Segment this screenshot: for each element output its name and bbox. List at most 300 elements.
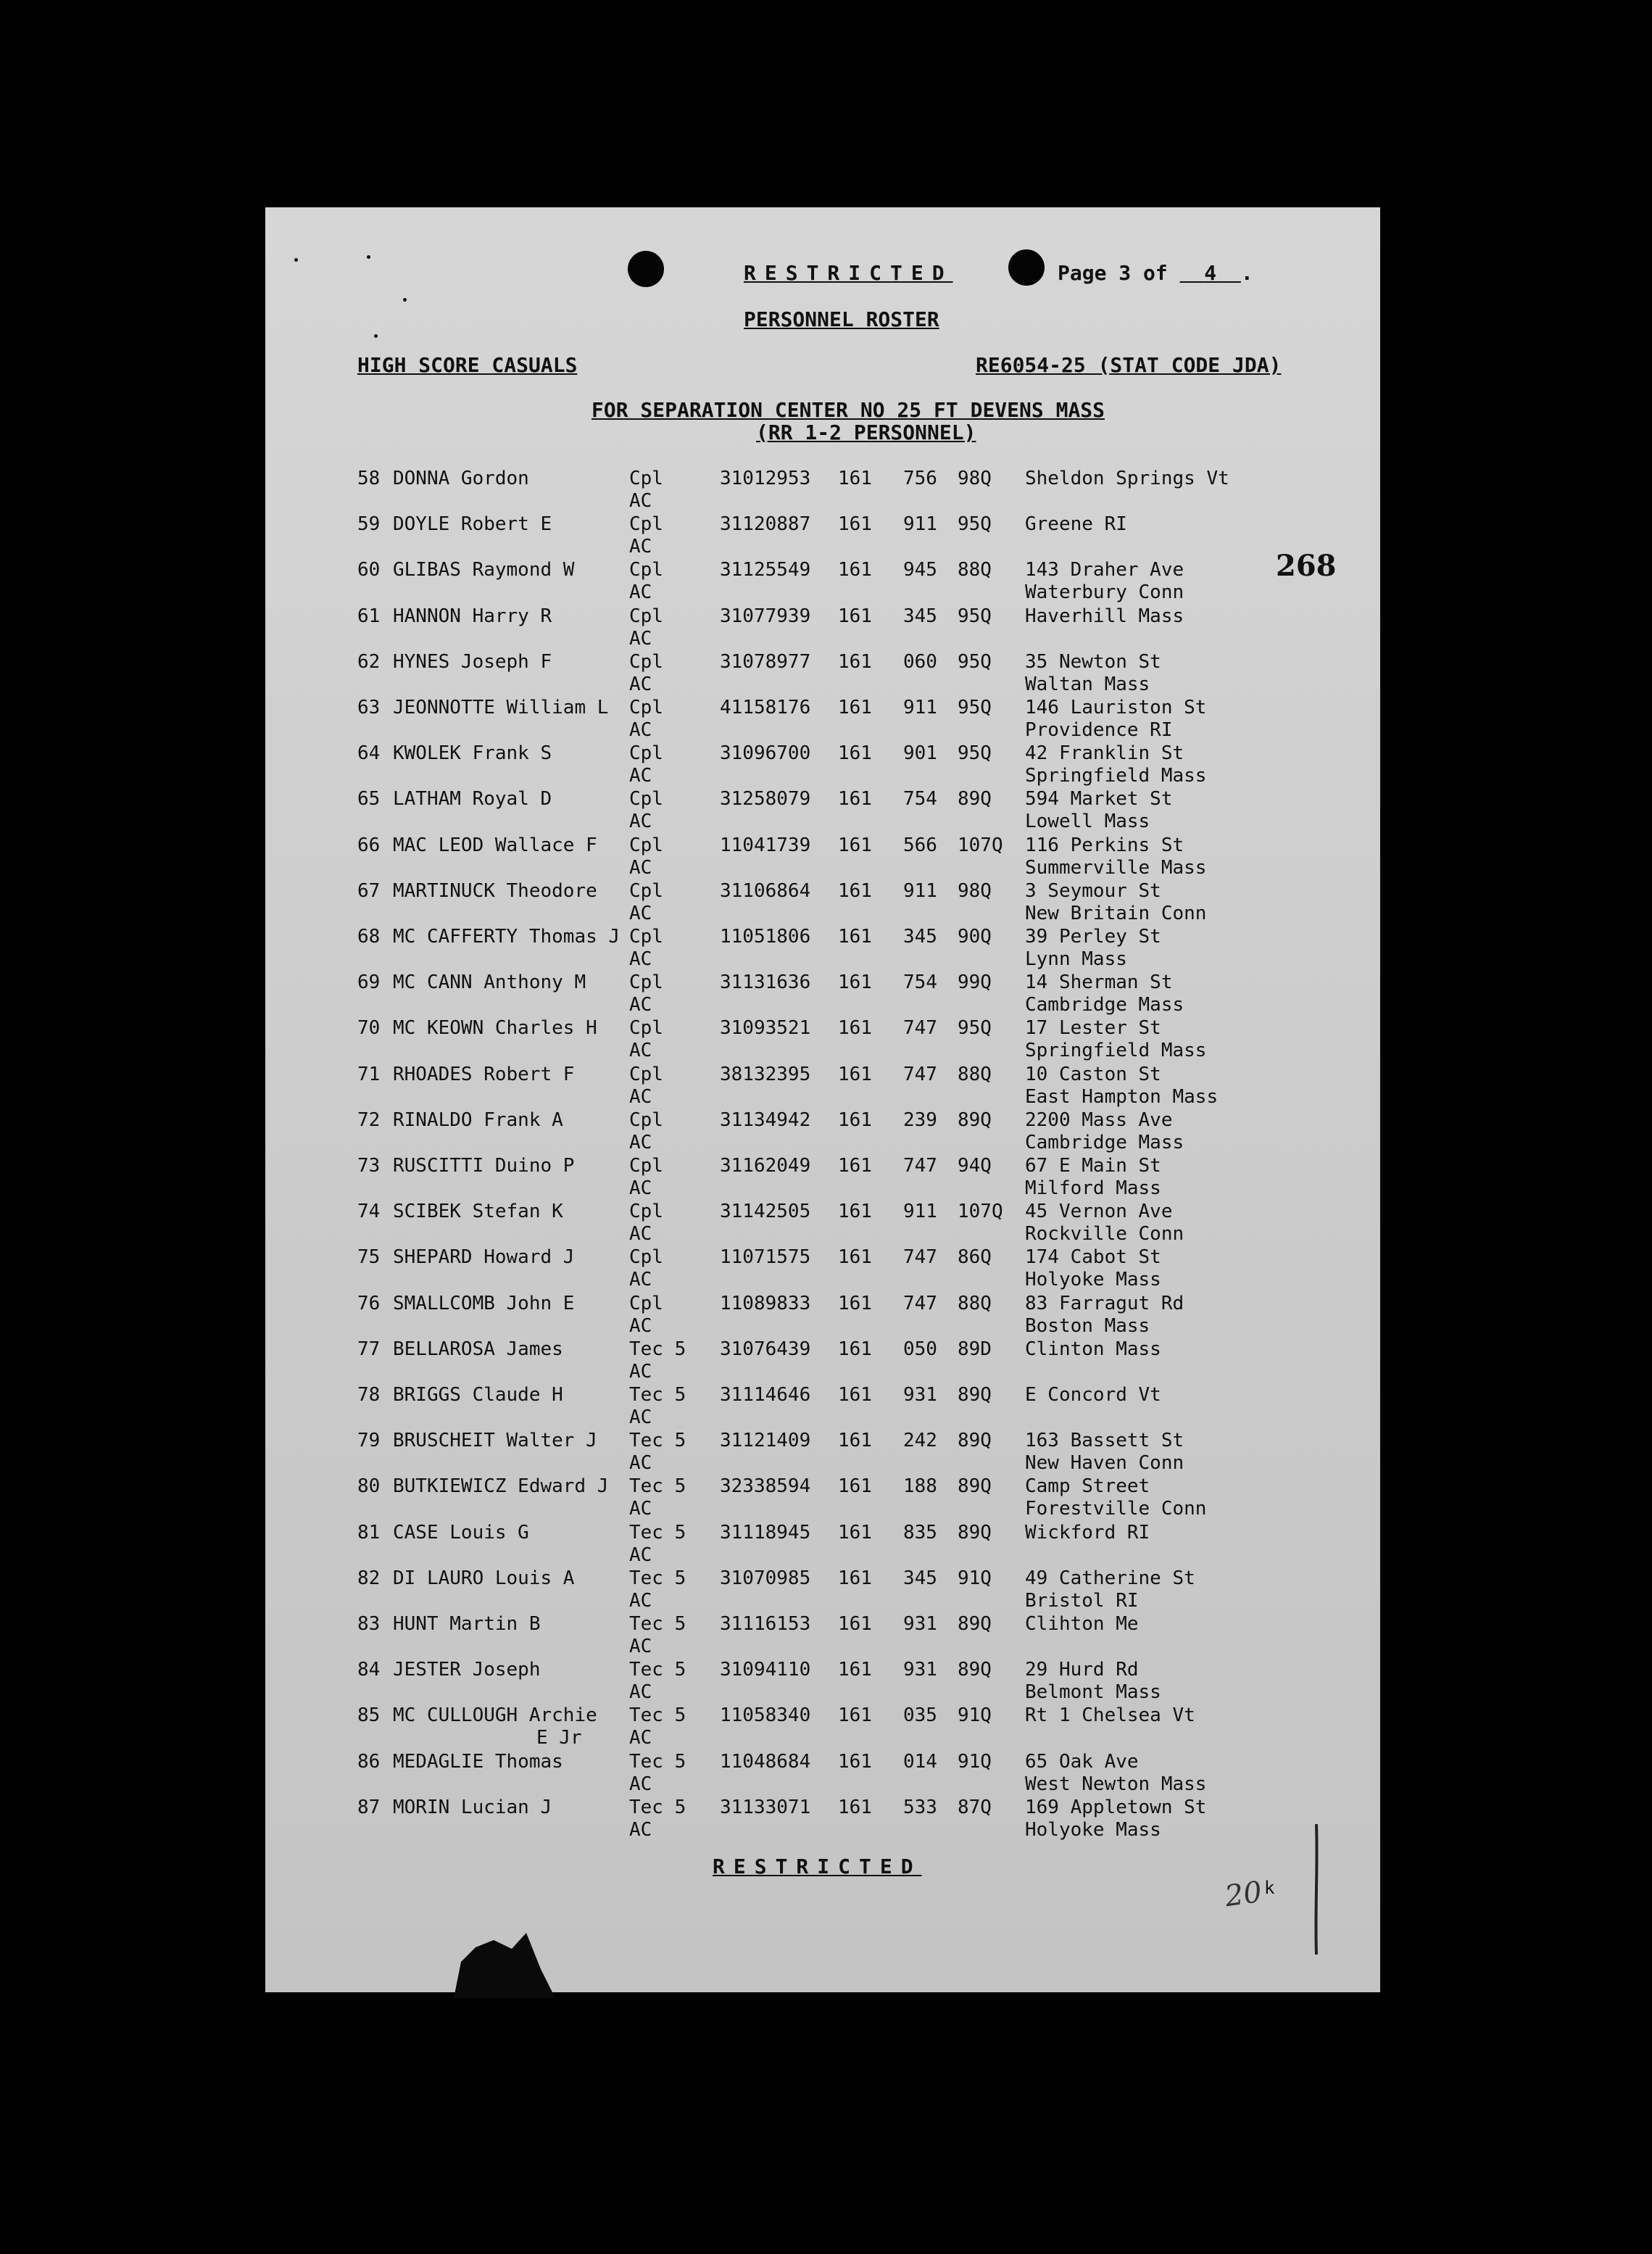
- branch: AC: [629, 948, 652, 970]
- serial-number: 31077939: [720, 605, 811, 627]
- code-b: 242: [903, 1430, 937, 1452]
- code-c: 88Q: [958, 559, 992, 581]
- branch: AC: [629, 1589, 652, 1612]
- speck: [403, 298, 407, 302]
- code-c: 99Q: [958, 971, 992, 994]
- code-a: 161: [838, 1750, 872, 1773]
- table-row: [265, 1109, 1380, 1154]
- branch: AC: [629, 627, 652, 650]
- branch: AC: [629, 1544, 652, 1566]
- code-c: 98Q: [958, 468, 992, 489]
- rank: Cpl: [629, 559, 663, 581]
- address-line-2: Holyoke Mass: [1025, 1818, 1161, 1841]
- rank: Tec 5: [629, 1430, 686, 1452]
- table-row: [265, 1613, 1380, 1658]
- code-b: 747: [903, 1292, 937, 1314]
- entry-number: 67: [357, 879, 381, 902]
- serial-number: 31106864: [720, 879, 811, 902]
- rank: Cpl: [629, 1292, 663, 1314]
- entry-number: 78: [357, 1384, 381, 1406]
- address-line-2: Waterbury Conn: [1025, 581, 1184, 604]
- rank: Tec 5: [629, 1475, 686, 1498]
- classification-footer: RESTRICTED: [713, 1855, 922, 1878]
- branch: AC: [629, 1406, 652, 1428]
- code-a: 161: [838, 1796, 872, 1818]
- code-a: 161: [838, 1017, 872, 1040]
- serial-number: 31094110: [720, 1659, 811, 1681]
- speck: [294, 258, 298, 262]
- address-line-1: 163 Bassett St: [1025, 1430, 1184, 1452]
- serial-number: 11089833: [720, 1292, 811, 1314]
- code-a: 161: [838, 468, 872, 489]
- serial-number: 31120887: [720, 513, 811, 536]
- code-c: 98Q: [958, 879, 992, 902]
- address-line-1: Wickford RI: [1025, 1521, 1150, 1544]
- address-line-2: Springfield Mass: [1025, 765, 1207, 787]
- paper-tear: [454, 1918, 555, 1998]
- soldier-name: MC CANN Anthony M: [393, 971, 586, 994]
- table-row: [265, 1155, 1380, 1200]
- table-row: [265, 1475, 1380, 1520]
- rank: Cpl: [629, 650, 663, 673]
- code-b: 239: [903, 1109, 937, 1131]
- entry-number: 68: [357, 926, 381, 948]
- code-a: 161: [838, 1704, 872, 1727]
- table-row: [265, 1522, 1380, 1567]
- rank: Cpl: [629, 971, 663, 994]
- code-a: 161: [838, 513, 872, 536]
- branch: AC: [629, 536, 652, 558]
- serial-number: 41158176: [720, 697, 811, 718]
- code-c: 87Q: [958, 1796, 992, 1818]
- rank: Cpl: [629, 1017, 663, 1040]
- address-line-2: Milford Mass: [1025, 1177, 1161, 1199]
- rank: Cpl: [629, 697, 663, 718]
- code-b: 911: [903, 1201, 937, 1223]
- code-b: 756: [903, 468, 937, 489]
- soldier-name-suffix: E Jr: [536, 1727, 582, 1749]
- table-row: [265, 1384, 1380, 1429]
- branch: AC: [629, 902, 652, 924]
- unit-name: HIGH SCORE CASUALS: [357, 353, 578, 377]
- branch: AC: [629, 719, 652, 741]
- entry-number: 72: [357, 1109, 381, 1131]
- branch: AC: [629, 1269, 652, 1291]
- table-row: [265, 651, 1380, 696]
- soldier-name: MORIN Lucian J: [393, 1796, 552, 1818]
- branch: AC: [629, 1085, 652, 1108]
- code-a: 161: [838, 1384, 872, 1406]
- address-line-2: West Newton Mass: [1025, 1773, 1207, 1795]
- page-label: Page 3 of: [1058, 261, 1168, 285]
- address-line-1: 2200 Mass Ave: [1025, 1109, 1173, 1131]
- serial-number: 38132395: [720, 1063, 811, 1085]
- code-b: 035: [903, 1704, 937, 1727]
- entry-number: 69: [357, 971, 381, 994]
- address-line-1: 67 E Main St: [1025, 1155, 1161, 1177]
- code-c: 95Q: [958, 513, 992, 536]
- address-line-1: Haverhill Mass: [1025, 605, 1184, 627]
- rank: Cpl: [629, 1246, 663, 1269]
- entry-number: 82: [357, 1567, 381, 1589]
- soldier-name: RUSCITTI Duino P: [393, 1155, 575, 1177]
- address-line-1: 39 Perley St: [1025, 926, 1161, 948]
- code-c: 91Q: [958, 1750, 992, 1773]
- address-line-1: 35 Newton St: [1025, 650, 1161, 673]
- soldier-name: CASE Louis G: [393, 1521, 529, 1544]
- code-b: 931: [903, 1613, 937, 1635]
- branch: AC: [629, 1498, 652, 1520]
- address-line-1: Clinton Mass: [1025, 1338, 1161, 1360]
- code-b: 345: [903, 926, 937, 948]
- address-line-1: 14 Sherman St: [1025, 971, 1173, 994]
- code-b: 747: [903, 1017, 937, 1040]
- soldier-name: BUTKIEWICZ Edward J: [393, 1475, 609, 1498]
- soldier-name: MAC LEOD Wallace F: [393, 834, 597, 856]
- address-line-2: Cambridge Mass: [1025, 1131, 1184, 1153]
- address-line-1: Rt 1 Chelsea Vt: [1025, 1704, 1195, 1727]
- soldier-name: HANNON Harry R: [393, 605, 552, 627]
- address-line-2: Providence RI: [1025, 719, 1173, 741]
- address-line-1: 10 Caston St: [1025, 1063, 1161, 1085]
- code-b: 911: [903, 879, 937, 902]
- serial-number: 11051806: [720, 926, 811, 948]
- code-c: 95Q: [958, 1017, 992, 1040]
- entry-number: 80: [357, 1475, 381, 1498]
- serial-number: 31142505: [720, 1201, 811, 1223]
- address-line-1: 169 Appletown St: [1025, 1796, 1207, 1818]
- punch-hole: [1008, 249, 1045, 286]
- roster-page: [265, 207, 1380, 1992]
- code-c: 95Q: [958, 697, 992, 718]
- code-c: 89Q: [958, 788, 992, 811]
- soldier-name: HUNT Martin B: [393, 1613, 541, 1635]
- entry-number: 63: [357, 697, 381, 718]
- entry-number: 76: [357, 1292, 381, 1314]
- rank: Cpl: [629, 788, 663, 811]
- branch: AC: [629, 1636, 652, 1657]
- entry-number: 62: [357, 650, 381, 673]
- table-row: [265, 468, 1380, 513]
- soldier-name: SCIBEK Stefan K: [393, 1201, 563, 1223]
- rank: Cpl: [629, 1109, 663, 1131]
- code-c: 89Q: [958, 1659, 992, 1681]
- table-row: [265, 1751, 1380, 1796]
- address-line-2: Summerville Mass: [1025, 856, 1207, 879]
- rank: Tec 5: [629, 1750, 686, 1773]
- code-a: 161: [838, 742, 872, 765]
- entry-number: 84: [357, 1659, 381, 1681]
- code-a: 161: [838, 1246, 872, 1269]
- branch: AC: [629, 1818, 652, 1841]
- serial-number: 31133071: [720, 1796, 811, 1818]
- soldier-name: SMALLCOMB John E: [393, 1292, 575, 1314]
- personnel-subtitle: (RR 1-2 PERSONNEL): [756, 420, 976, 444]
- table-row: [265, 1338, 1380, 1383]
- soldier-name: LATHAM Royal D: [393, 788, 552, 811]
- rank: Cpl: [629, 879, 663, 902]
- serial-number: 31093521: [720, 1017, 811, 1040]
- entry-number: 73: [357, 1155, 381, 1177]
- rank: Cpl: [629, 513, 663, 536]
- soldier-name: SHEPARD Howard J: [393, 1246, 575, 1269]
- soldier-name: MC CULLOUGH Archie: [393, 1704, 597, 1727]
- speck: [374, 334, 378, 338]
- table-row: [265, 788, 1380, 833]
- code-b: 835: [903, 1521, 937, 1544]
- serial-number: 31116153: [720, 1613, 811, 1635]
- soldier-name: DONNA Gordon: [393, 468, 529, 489]
- entry-number: 75: [357, 1246, 381, 1269]
- address-line-1: 146 Lauriston St: [1025, 697, 1207, 718]
- code-c: 95Q: [958, 742, 992, 765]
- soldier-name: BELLAROSA James: [393, 1338, 563, 1360]
- table-row: [265, 559, 1380, 604]
- stamped-page-number: 268: [1276, 549, 1337, 583]
- serial-number: 11041739: [720, 834, 811, 856]
- serial-number: 31118945: [720, 1521, 811, 1544]
- address-line-2: Lynn Mass: [1025, 948, 1127, 970]
- code-b: 911: [903, 513, 937, 536]
- address-line-2: Forestville Conn: [1025, 1498, 1207, 1520]
- branch: AC: [629, 1360, 652, 1383]
- rank: Cpl: [629, 926, 663, 948]
- branch: AC: [629, 673, 652, 695]
- table-row: [265, 513, 1380, 558]
- code-c: 89D: [958, 1338, 992, 1360]
- code-b: 747: [903, 1155, 937, 1177]
- address-line-2: Rockville Conn: [1025, 1223, 1184, 1246]
- table-row: [265, 742, 1380, 787]
- entry-number: 74: [357, 1201, 381, 1223]
- soldier-name: BRIGGS Claude H: [393, 1384, 563, 1406]
- serial-number: 31258079: [720, 788, 811, 811]
- rank: Tec 5: [629, 1521, 686, 1544]
- table-row: [265, 1659, 1380, 1704]
- code-c: 88Q: [958, 1063, 992, 1085]
- address-line-1: 116 Perkins St: [1025, 834, 1184, 856]
- address-line-1: Camp Street: [1025, 1475, 1150, 1498]
- code-c: 94Q: [958, 1155, 992, 1177]
- address-line-1: 49 Catherine St: [1025, 1567, 1195, 1589]
- serial-number: 32338594: [720, 1475, 811, 1498]
- branch: AC: [629, 1727, 652, 1749]
- serial-number: 31096700: [720, 742, 811, 765]
- address-line-1: 83 Farragut Rd: [1025, 1292, 1184, 1314]
- address-line-1: Clihton Me: [1025, 1613, 1139, 1635]
- punch-hole: [628, 251, 664, 287]
- code-a: 161: [838, 1292, 872, 1314]
- branch: AC: [629, 994, 652, 1016]
- branch: AC: [629, 856, 652, 879]
- rank: Tec 5: [629, 1796, 686, 1818]
- code-a: 161: [838, 1613, 872, 1635]
- rank: Cpl: [629, 1063, 663, 1085]
- address-line-1: 3 Seymour St: [1025, 879, 1161, 902]
- entry-number: 60: [357, 559, 381, 581]
- serial-number: 31125549: [720, 559, 811, 581]
- branch: AC: [629, 1681, 652, 1704]
- address-line-2: Waltan Mass: [1025, 673, 1150, 695]
- code-b: 911: [903, 697, 937, 718]
- address-line-2: Bristol RI: [1025, 1589, 1139, 1612]
- soldier-name: JEONNOTTE William L: [393, 697, 609, 718]
- serial-number: 31162049: [720, 1155, 811, 1177]
- code-b: 747: [903, 1063, 937, 1085]
- branch: AC: [629, 581, 652, 604]
- serial-number: 31114646: [720, 1384, 811, 1406]
- serial-number: 11071575: [720, 1246, 811, 1269]
- code-a: 161: [838, 1430, 872, 1452]
- stat-code: RE6054-25 (STAT CODE JDA): [976, 353, 1282, 377]
- code-a: 161: [838, 605, 872, 627]
- entry-number: 65: [357, 788, 381, 811]
- soldier-name: MC CAFFERTY Thomas J: [393, 926, 620, 948]
- code-a: 161: [838, 788, 872, 811]
- table-row: [265, 1064, 1380, 1109]
- classification-header: RESTRICTED: [744, 261, 953, 285]
- code-a: 161: [838, 697, 872, 718]
- soldier-name: GLIBAS Raymond W: [393, 559, 575, 581]
- table-row: [265, 880, 1380, 925]
- table-row: [265, 1567, 1380, 1612]
- entry-number: 66: [357, 834, 381, 856]
- rank: Cpl: [629, 1201, 663, 1223]
- address-line-2: Lowell Mass: [1025, 811, 1150, 833]
- page-indicator: Page 3 of 4 .: [1058, 261, 1253, 285]
- code-b: 060: [903, 650, 937, 673]
- address-line-2: Belmont Mass: [1025, 1681, 1161, 1704]
- code-a: 161: [838, 650, 872, 673]
- branch: AC: [629, 1177, 652, 1199]
- rank: Tec 5: [629, 1659, 686, 1681]
- serial-number: 31121409: [720, 1430, 811, 1452]
- serial-number: 31131636: [720, 971, 811, 994]
- table-row: [265, 697, 1380, 742]
- soldier-name: MEDAGLIE Thomas: [393, 1750, 563, 1773]
- entry-number: 85: [357, 1704, 381, 1727]
- destination-line: FOR SEPARATION CENTER NO 25 FT DEVENS MASS: [592, 398, 1105, 422]
- address-line-1: 45 Vernon Ave: [1025, 1201, 1173, 1223]
- code-a: 161: [838, 1521, 872, 1544]
- code-b: 931: [903, 1659, 937, 1681]
- address-line-2: Springfield Mass: [1025, 1040, 1207, 1062]
- soldier-name: RINALDO Frank A: [393, 1109, 563, 1131]
- branch: AC: [629, 1223, 652, 1246]
- address-line-1: Sheldon Springs Vt: [1025, 468, 1229, 489]
- rank: Tec 5: [629, 1384, 686, 1406]
- branch: AC: [629, 1452, 652, 1475]
- code-a: 161: [838, 1338, 872, 1360]
- code-a: 161: [838, 926, 872, 948]
- address-line-2: Boston Mass: [1025, 1314, 1150, 1337]
- code-a: 161: [838, 1201, 872, 1223]
- code-b: 345: [903, 1567, 937, 1589]
- document-title: PERSONNEL ROSTER: [744, 307, 939, 331]
- table-row: [265, 1246, 1380, 1291]
- table-row: [265, 1704, 1380, 1749]
- code-a: 161: [838, 1475, 872, 1498]
- rank: Cpl: [629, 605, 663, 627]
- rank: Cpl: [629, 1155, 663, 1177]
- serial-number: 31012953: [720, 468, 811, 489]
- speck: [367, 255, 370, 259]
- serial-number: 11048684: [720, 1750, 811, 1773]
- address-line-2: New Haven Conn: [1025, 1452, 1184, 1475]
- table-row: [265, 1017, 1380, 1062]
- entry-number: 64: [357, 742, 381, 765]
- table-row: [265, 926, 1380, 971]
- soldier-name: MARTINUCK Theodore: [393, 879, 597, 902]
- soldier-name: DI LAURO Louis A: [393, 1567, 575, 1589]
- page-total: 4: [1204, 261, 1217, 285]
- entry-number: 86: [357, 1750, 381, 1773]
- entry-number: 61: [357, 605, 381, 627]
- branch: AC: [629, 490, 652, 512]
- table-row: [265, 1430, 1380, 1475]
- branch: AC: [629, 1040, 652, 1062]
- code-a: 161: [838, 971, 872, 994]
- handwritten-note: 20: [1223, 1875, 1264, 1914]
- code-a: 161: [838, 559, 872, 581]
- table-row: [265, 1201, 1380, 1246]
- code-a: 161: [838, 1567, 872, 1589]
- rank: Cpl: [629, 834, 663, 856]
- soldier-name: RHOADES Robert F: [393, 1063, 575, 1085]
- entry-number: 81: [357, 1521, 381, 1544]
- handwritten-stroke: [1302, 1824, 1331, 1955]
- code-c: 91Q: [958, 1567, 992, 1589]
- soldier-name: MC KEOWN Charles H: [393, 1017, 597, 1040]
- serial-number: 31078977: [720, 650, 811, 673]
- code-a: 161: [838, 879, 872, 902]
- soldier-name: JESTER Joseph: [393, 1659, 541, 1681]
- rank: Tec 5: [629, 1567, 686, 1589]
- address-line-1: 42 Franklin St: [1025, 742, 1184, 765]
- branch: AC: [629, 1314, 652, 1337]
- code-c: 90Q: [958, 926, 992, 948]
- code-c: 89Q: [958, 1384, 992, 1406]
- code-c: 107Q: [958, 834, 1003, 856]
- code-b: 754: [903, 971, 937, 994]
- address-line-1: 29 Hurd Rd: [1025, 1659, 1139, 1681]
- serial-number: 31070985: [720, 1567, 811, 1589]
- address-line-1: 594 Market St: [1025, 788, 1173, 811]
- entry-number: 71: [357, 1063, 381, 1085]
- code-b: 050: [903, 1338, 937, 1360]
- code-c: 89Q: [958, 1109, 992, 1131]
- code-b: 014: [903, 1750, 937, 1773]
- rank: Tec 5: [629, 1704, 686, 1727]
- code-b: 188: [903, 1475, 937, 1498]
- code-c: 107Q: [958, 1201, 1003, 1223]
- entry-number: 87: [357, 1796, 381, 1818]
- code-b: 945: [903, 559, 937, 581]
- code-b: 533: [903, 1796, 937, 1818]
- serial-number: 31076439: [720, 1338, 811, 1360]
- address-line-1: Greene RI: [1025, 513, 1127, 536]
- entry-number: 83: [357, 1613, 381, 1635]
- code-a: 161: [838, 834, 872, 856]
- code-c: 89Q: [958, 1613, 992, 1635]
- code-b: 754: [903, 788, 937, 811]
- rank: Tec 5: [629, 1338, 686, 1360]
- branch: AC: [629, 1131, 652, 1153]
- corner-mark: k: [1264, 1878, 1275, 1898]
- address-line-1: 143 Draher Ave: [1025, 559, 1184, 581]
- code-b: 566: [903, 834, 937, 856]
- entry-number: 59: [357, 513, 381, 536]
